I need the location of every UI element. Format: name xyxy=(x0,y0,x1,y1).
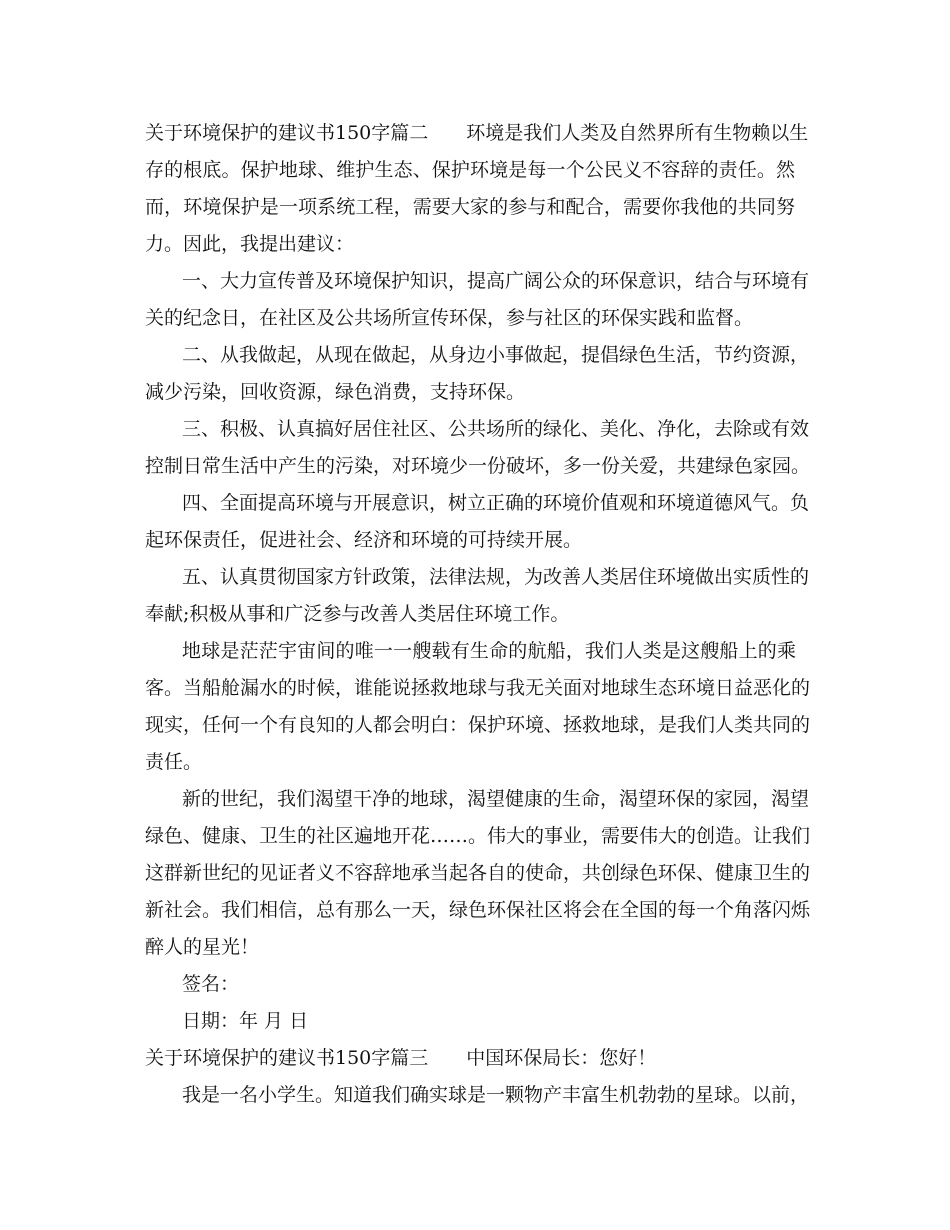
signature-label: 签名： xyxy=(182,973,240,995)
text-line: 力。因此，我提出建议： xyxy=(145,233,355,255)
text-line: 我是一名小学生。知道我们确实球是一颗物产丰富生机勃勃的星球。以前， xyxy=(182,1084,810,1106)
text-line: 现实，任何一个有良知的人都会明白：保护环境、拯救地球，是我们人类共同的 xyxy=(145,714,811,736)
text-line: 新的世纪，我们渴望干净的地球，渴望健康的生命，渴望环保的家园，渴望 xyxy=(182,788,810,810)
text-line: 而，环境保护是一项系统工程，需要大家的参与和配合，需要你我他的共同努 xyxy=(145,196,795,218)
text-line: 地球是茫茫宇宙间的唯一一艘载有生命的航船，我们人类是这艘船上的乘 xyxy=(182,640,796,662)
text-line: 起环保责任，促进社会、经济和环境的可持续开展。 xyxy=(145,529,583,551)
text-line: 责任。 xyxy=(145,751,203,773)
text-line: 三、积极、认真搞好居住社区、公共场所的绿化、美化、净化，去除或有效 xyxy=(182,418,810,440)
text-line: 一、大力宣传普及环境保护知识，提高广阔公众的环保意识，结合与环境有 xyxy=(182,270,810,292)
text-line: 二、从我做起，从现在做起，从身边小事做起，提倡绿色生活，节约资源， xyxy=(182,344,810,366)
date-label: 日期：年 月 日 xyxy=(182,1010,309,1032)
text-line: 四、全面提高环境与开展意识，树立正确的环境价值观和环境道德风气。负 xyxy=(182,492,810,514)
text-line: 客。当船舱漏水的时候，谁能说拯救地球与我无关面对地球生态环境日益恶化的 xyxy=(145,677,811,699)
text-line: 绿色、健康、卫生的社区遍地开花……。伟大的事业，需要伟大的创造。让我们 xyxy=(145,825,811,847)
text-line: 存的根底。保护地球、维护生态、保护环境是每一个公民义不容辞的责任。然 xyxy=(145,159,795,181)
text-line: 减少污染，回收资源，绿色消费，支持环保。 xyxy=(145,381,526,403)
heading-line-part3: 关于环境保护的建议书150字篇三 中国环保局长：您好！ xyxy=(145,1047,657,1069)
text-line: 奉献;积极从事和广泛参与改善人类居住环境工作。 xyxy=(145,603,570,625)
text-line: 关的纪念日，在社区及公共场所宣传环保，参与社区的环保实践和监督。 xyxy=(145,307,754,329)
text-line: 五、认真贯彻国家方针政策，法律法规，为改善人类居住环境做出实质性的 xyxy=(182,566,810,588)
heading-line-part2: 关于环境保护的建议书150字篇二 环境是我们人类及自然界所有生物赖以生 xyxy=(145,122,809,144)
text-line: 新社会。我们相信，总有那么一天，绿色环保社区将会在全国的每一个角落闪烁 xyxy=(145,899,811,921)
text-line: 醉人的星光！ xyxy=(145,936,260,958)
text-line: 这群新世纪的见证者义不容辞地承当起各自的使命，共创绿色环保、健康卫生的 xyxy=(145,862,811,884)
text-line: 控制日常生活中产生的污染，对环境少一份破坏，多一份关爱，共建绿色家园。 xyxy=(145,455,811,477)
